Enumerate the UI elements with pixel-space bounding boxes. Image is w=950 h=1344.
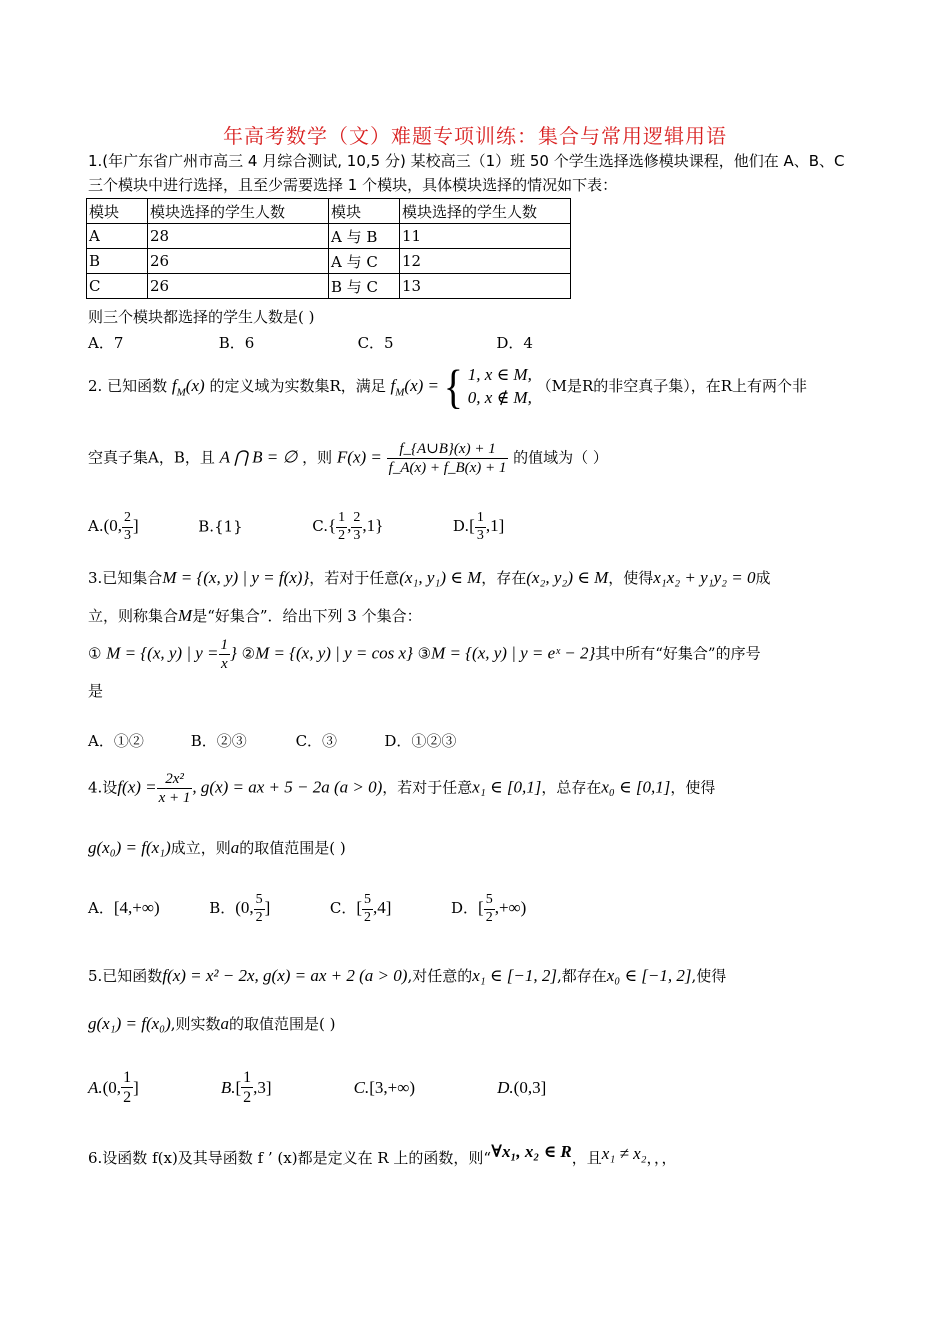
q4-opt-d [451,892,527,925]
q2-opt-a [88,510,139,543]
q3-mark: ③ [417,644,432,663]
q5-opt-a-frac [121,1068,133,1107]
option-label: A. [88,1077,103,1097]
frac-num: 2 [122,510,133,528]
q2-opt-c-frac2 [351,510,362,545]
q4-opt-d-end: ,+∞) [494,898,527,918]
q3-set3: M = {(x, y) | y = eˣ − 2} [431,643,596,663]
q5-text: ,都存在 [556,967,607,985]
q3-eq: x₁x₂ + y₁y₂ = 0 [653,568,756,587]
q4-opt-c [329,892,392,925]
q4-opt-a [88,899,160,917]
q6-neq: x₁ ≠ x₂ [601,1144,647,1163]
q4-opt-c-frac [362,892,373,927]
q5-text: ,则实数 [170,1015,221,1033]
q2-opt-a-end: ] [133,516,139,536]
frac-den: 3 [476,527,484,543]
q2-F-den: f_A(x) + f_B(x) + 1 [388,460,507,476]
q6-text: 6.设函数 f(x)及其导函数 f ’ (x)都是定义在 R 上的函数，则“ [88,1149,492,1167]
q2-opt-d-end: ,1] [485,516,505,536]
frac-den: 2 [364,909,372,925]
q5-opt-d-text: (0,3] [513,1077,547,1097]
q3-options [88,732,456,750]
q2-line2-prefix: 空真子集A，B，且 [88,448,215,467]
frac-den: 3 [124,527,132,543]
q4-text: ，若对于任意 [382,778,473,797]
q5-opt-d [497,1076,546,1098]
q2-cases [468,364,532,410]
q2-fm-2: $f_M(x)$ = [390,375,440,399]
q2-line2-mid: ，则 [302,448,333,467]
q2-options [88,510,504,545]
table-header-cell: 模块 [87,199,148,224]
q5-opt-a-start: (0, [102,1077,122,1097]
q4-opt-c-start: [ [356,898,363,918]
q1-line1: 1.(年广东省广州市高三 4 月综合测试, 10,5 分) 某校高三（1）班 50 个学生选择选修模块课程，他们在 A、B、C [88,152,845,170]
option-d: D．①②③ [384,732,457,750]
q2-note: （M是R的非空真子集），在R上有两个非 [536,376,808,395]
q4-line2 [88,838,346,858]
table-cell: A 与 C [329,249,400,274]
q4-eq: g(x₀) = f(x₁) [88,838,171,857]
q3-mark: ② [241,644,256,663]
option-a: A．7 [88,334,124,352]
frac-den: 2 [243,1089,252,1107]
q2-opt-c-start: { [327,516,337,536]
q2-opt-b [198,517,242,535]
q3-text: 成 [755,569,771,587]
table-row [87,224,571,249]
q4-opt-b-frac [254,892,265,927]
q4-opt-b-start: (0, [235,898,254,918]
table-cell: A [87,224,148,249]
frac-den: 2 [255,909,263,925]
q2-line2 [88,440,608,477]
frac-den: 2 [123,1089,132,1107]
q5-opt-b-start: [ [235,1077,242,1097]
option-label: D. [497,1077,514,1097]
q5-opt-c-text: [3,+∞) [369,1077,416,1097]
q4-opt-b-end: ] [264,898,271,918]
q5-funcs: f(x) = x² − 2x, g(x) = ax + 2 (a > 0) [162,966,408,985]
q5-opt-b-end: ,3] [253,1077,272,1097]
option-d: D．4 [496,334,533,352]
frac-den: 2 [338,527,346,543]
q4-options [88,892,526,927]
frac-num: 5 [362,892,373,910]
q3-line2 [88,606,422,626]
q4-text: 的取值范围是( ) [239,839,346,857]
q2-opt-a-frac [122,510,133,545]
q3-text: ，存在 [481,569,527,587]
table-cell: C [87,274,148,299]
q3-mark: ① [88,644,102,663]
option-label: D. [452,517,470,536]
q2-fm [171,375,205,399]
q2-F-frac [387,440,509,477]
q5-x0: x₀ ∈ [−1, 2] [606,966,692,985]
option-label: C. [312,517,328,536]
frac-num: 2x² [157,770,193,789]
frac-num: 1 [241,1068,253,1088]
q6-line1 [88,1142,677,1167]
option-a: A．①② [88,732,144,750]
option-b: B．6 [218,334,255,352]
table-header-row [87,199,571,224]
q3-set2: M = {(x, y) | y = cos x} [255,643,413,663]
frac-den: 3 [353,527,361,543]
q2-case1: 1, x ∈ M, [467,365,532,384]
q2-case2: 0, x ∉ M, [467,387,532,407]
frac-den: x [220,656,228,672]
q4-f-lhs: f(x) = [117,777,157,797]
q1-line2: 三个模块中进行选择，且至少需要选择 1 个模块，具体模块选择的情况如下表： [88,176,618,194]
q2-mid1: 的定义域为实数集R，满足 [209,376,386,395]
q4-var: a [230,838,240,857]
q5-line2 [88,1014,336,1034]
q3-m: M [178,606,193,625]
q3-set: M = {(x, y) | y = f(x)} [162,568,310,587]
table-cell: B 与 C [329,274,400,299]
q4-text: 成立，则 [170,839,231,857]
frac-num: 2 [351,510,362,528]
q2-f-arg: (x) [185,375,205,395]
frac-num: 1 [336,510,347,528]
q2-F-lhs: F(x) = [336,447,382,467]
q3-text: 3.已知集合 [88,569,163,587]
q5-opt-a [88,1069,139,1107]
q5-text: 5.已知函数 [88,967,163,985]
option-c: C．③ [295,732,338,750]
q3-set1-end: } [230,643,237,663]
q4-text: ，使得 [670,778,716,797]
option-label: A． [88,899,114,918]
q4-x0: x₀ ∈ [0,1] [601,777,671,797]
frac-num: 1 [220,637,229,653]
q6-text: ，，， [646,1149,677,1167]
q2-opt-b-text: {1} [214,517,243,536]
table-header-cell: 模块选择的学生人数 [400,199,571,224]
table-cell: B [87,249,148,274]
q5-opt-c [354,1076,415,1098]
q5-line1 [88,966,726,986]
q2-opt-d-start: [ [469,516,475,536]
q4-opt-d-frac [484,892,495,927]
frac-num: 1 [121,1068,133,1088]
frac-num: 5 [254,892,265,910]
option-label: C. [353,1077,370,1097]
frac-num: 1 [475,510,486,528]
q4-opt-c-end: ,4] [373,898,392,918]
option-label: B． [209,899,236,918]
table-cell: 11 [400,224,571,249]
page-title: 年高考数学（文）难题专项训练：集合与常用逻辑用语 [223,124,727,148]
option-label: C． [329,899,357,918]
option-c: C．5 [357,334,394,352]
q2-f-name: f [171,375,177,395]
q3-text: 是“好集合”．给出下列 3 个集合： [192,607,422,625]
q4-opt-d-start: [ [478,898,484,918]
q3-set1: M = {(x, y) | y = [106,643,219,663]
q5-text: 的取值范围是( ) [229,1015,336,1033]
q5-opt-b-frac [241,1068,253,1107]
q3-line1 [88,568,771,588]
q3-text: ，若对于任意 [309,569,400,587]
frac-den: 2 [485,909,493,925]
q5-opt-b [220,1069,272,1107]
q5-x1: x₁ ∈ [−1, 2] [472,966,557,985]
q5-options [88,1068,546,1107]
q2-prefix: 2. 已知函数 [88,376,168,395]
table-header-cell: 模块选择的学生人数 [148,199,329,224]
q3-text: ，使得 [608,569,654,587]
q3-text: 立，则称集合 [88,607,179,625]
q4-opt-b [209,892,271,925]
q2-opt-c-frac1 [336,510,347,545]
q5-opt-a-end: ] [133,1077,139,1097]
option-label: B. [198,517,215,536]
table-row [87,274,571,299]
option-label: A. [88,517,104,536]
option-label: D． [451,899,479,918]
q4-f-frac [157,770,193,807]
q2-F-num: f_{A∪B}(x) + 1 [387,440,509,459]
frac-num: 5 [484,892,495,910]
q4-text: ，总存在 [541,778,602,797]
option-label: B. [220,1077,236,1097]
q3-set1-frac [219,636,231,673]
table-cell: A 与 B [329,224,400,249]
table-cell: 13 [400,274,571,299]
table-cell: 26 [148,249,329,274]
q3-line4: 是 [88,682,104,700]
table-cell: 26 [148,274,329,299]
table-cell: 28 [148,224,329,249]
q5-text: ,使得 [691,967,727,985]
q5-eq: g(x₁) = f(x₀) [88,1014,171,1033]
q6-text: ，且 [571,1149,602,1167]
frac-den: x + 1 [158,790,191,806]
q1-question: 则三个模块都选择的学生人数是( ) [88,308,315,326]
q1-options [88,334,533,352]
q2-brace: { [443,359,463,414]
q3-point2: (x₂, y₂) ∈ M [526,568,609,587]
q3-line3 [88,636,761,673]
q5-text: ,对任意的 [407,967,473,985]
q4-opt-a-text: [4,+∞) [113,898,160,918]
q2-opt-a-start: (0, [103,516,123,536]
q4-line1 [88,770,715,807]
q2-f-sub: M [176,386,186,399]
q2-cond: A ⋂ B = ∅ [219,447,298,467]
q2-opt-d-frac [475,510,486,545]
q2-line2-suffix: 的值域为（ ） [513,448,608,467]
q2-opt-c-end: ,1} [362,516,384,536]
table-row [87,249,571,274]
q6-forall: ∀x₁, x₂ ∈ R [491,1142,572,1161]
option-b: B．②③ [190,732,247,750]
table-cell: 12 [400,249,571,274]
q5-var: a [220,1014,230,1033]
q3-text: 其中所有“好集合”的序号 [595,644,761,663]
q4-x1: x₁ ∈ [0,1] [472,777,542,797]
q4-text: 4.设 [88,778,118,797]
module-table [86,198,571,299]
q2-line1 [88,359,808,414]
q3-point1: (x₁, y₁) ∈ M [399,568,482,587]
q4-g-def: , g(x) = ax + 5 − 2a (a > 0) [192,777,383,797]
q2-opt-c: C.{ $\frac{1}{2}$ , $\frac{2}{3}$ ,1} [312,510,384,543]
table-header-cell: 模块 [329,199,400,224]
q2-opt-d [452,510,505,543]
